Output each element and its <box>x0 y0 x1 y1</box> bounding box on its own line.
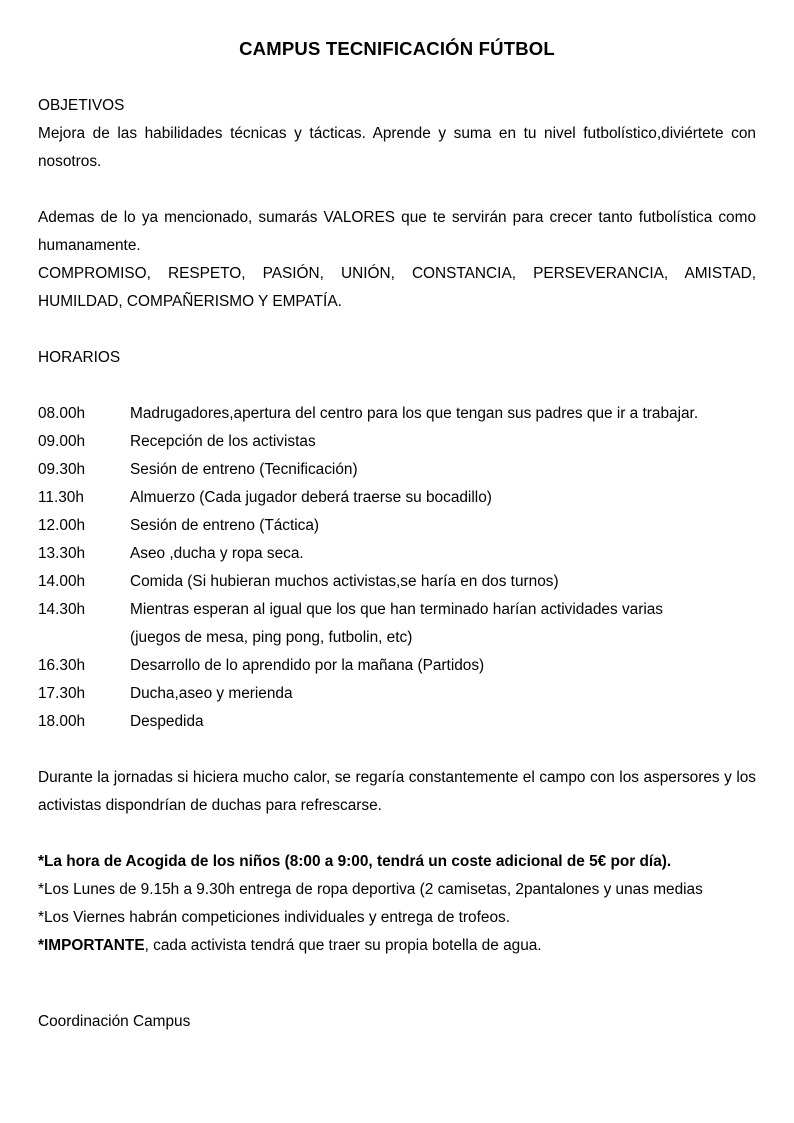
schedule-time: 14.00h <box>38 573 86 590</box>
schedule-row <box>38 568 756 596</box>
section-heading-objetivos: OBJETIVOS <box>38 97 125 114</box>
schedule-activity: Ducha,aseo y merienda <box>130 685 293 702</box>
note-acogida: *La hora de Acogida de los niños (8:00 a 9:00, tendrá un coste adicional de 5€ por día). <box>38 853 672 870</box>
schedule-row <box>38 484 756 512</box>
schedule-activity: Comida (Si hubieran muchos activistas,se haría en dos turnos) <box>130 573 559 590</box>
schedule-activity: Aseo ,ducha y ropa seca. <box>130 545 304 562</box>
schedule-activity: (juegos de mesa, ping pong, futbolin, etc) <box>130 629 413 646</box>
note-lunes: *Los Lunes de 9.15h a 9.30h entrega de ropa deportiva (2 camisetas, 2pantalones y unas medias <box>38 881 703 898</box>
notes-block <box>38 848 756 960</box>
note-viernes: *Los Viernes habrán competiciones individuales y entrega de trofeos. <box>38 909 510 926</box>
schedule-activity: Almuerzo (Cada jugador deberá traerse su bocadillo) <box>130 489 492 506</box>
schedule-row-continuation <box>38 624 756 652</box>
paragraph-valores-list: COMPROMISO, RESPETO, PASIÓN, UNIÓN, CONSTANCIA, PERSEVERANCIA, AMISTAD, HUMILDAD, COMPAÑERISMO Y EMPATÍA. <box>38 265 756 310</box>
schedule-row <box>38 400 756 428</box>
note-importante-label: *IMPORTANTE <box>38 937 145 954</box>
schedule-time: 16.30h <box>38 657 86 674</box>
footer-signature: Coordinación Campus <box>38 1013 191 1030</box>
paragraph-valores-intro: Ademas de lo ya mencionado, sumarás VALORES que te servirán para crecer tanto futbolística como humanamente. <box>38 209 756 254</box>
schedule-time: 09.00h <box>38 433 86 450</box>
schedule-row <box>38 540 756 568</box>
schedule-time: 14.30h <box>38 601 86 618</box>
schedule-activity: Mientras esperan al igual que los que han terminado harían actividades varias <box>130 601 664 618</box>
note-importante-text: , cada activista tendrá que traer su propia botella de agua. <box>144 937 542 954</box>
schedule-row <box>38 596 756 624</box>
schedule-row <box>38 456 756 484</box>
note-importante <box>38 932 756 960</box>
schedule-time: 08.00h <box>38 405 86 422</box>
note-heat: Durante la jornadas si hiciera mucho calor, se regaría constantemente el campo con los aspersores y los activistas dispondrían de duchas para refrescarse. <box>38 769 756 814</box>
schedule-activity: Desarrollo de lo aprendido por la mañana (Partidos) <box>130 657 485 674</box>
schedule-row <box>38 708 756 736</box>
schedule-time: 17.30h <box>38 685 86 702</box>
schedule-activity: Recepción de los activistas <box>130 433 316 450</box>
schedule-time: 18.00h <box>38 713 86 730</box>
schedule-row <box>38 652 756 680</box>
schedule-time: 12.00h <box>38 517 86 534</box>
schedule-time: 09.30h <box>38 461 86 478</box>
schedule-row <box>38 680 756 708</box>
schedule <box>38 400 756 736</box>
schedule-row <box>38 512 756 540</box>
schedule-row <box>38 428 756 456</box>
schedule-activity: Sesión de entreno (Tecnificación) <box>130 461 358 478</box>
paragraph-intro: Mejora de las habilidades técnicas y tácticas. Aprende y suma en tu nivel futbolístico,diviértete con nosotros. <box>38 125 756 170</box>
schedule-activity: Sesión de entreno (Táctica) <box>130 517 320 534</box>
schedule-activity: Madrugadores,apertura del centro para los que tengan sus padres que ir a trabajar. <box>130 405 699 422</box>
schedule-activity: Despedida <box>130 713 204 730</box>
schedule-time-empty <box>38 624 130 652</box>
document-title: CAMPUS TECNIFICACIÓN FÚTBOL <box>239 38 555 59</box>
schedule-time: 11.30h <box>38 489 84 506</box>
section-heading-horarios: HORARIOS <box>38 349 121 366</box>
schedule-time: 13.30h <box>38 545 86 562</box>
